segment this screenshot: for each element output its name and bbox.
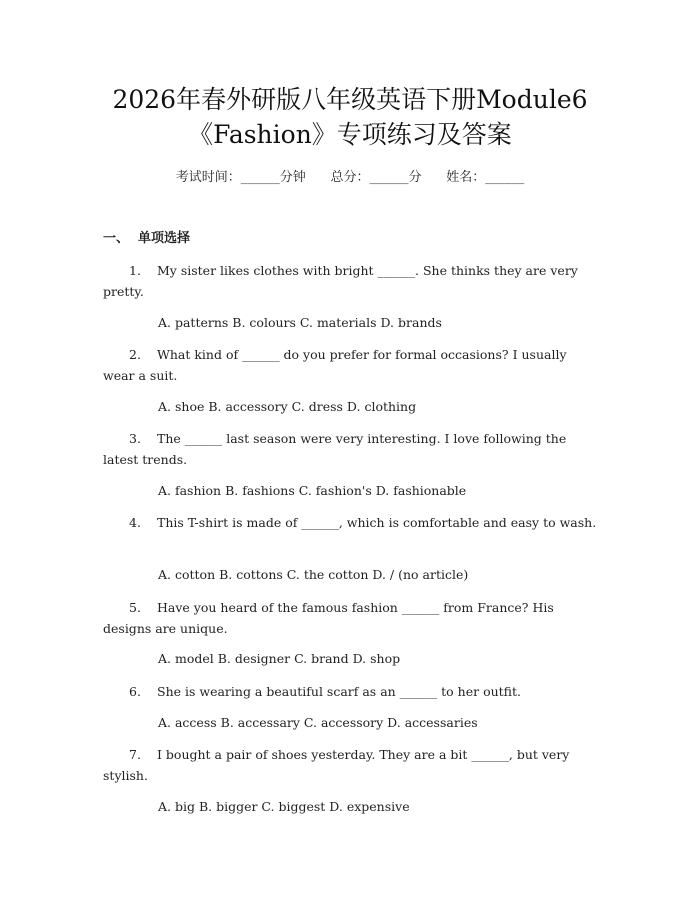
question-number: 4. [129, 515, 141, 530]
question-6 [103, 681, 598, 702]
question-5 [103, 597, 598, 639]
question-3-options: A. fashion B. fashions C. fashion's D. fashionable [158, 483, 467, 498]
question-text: My sister likes clothes with bright ______. She thinks they are very pretty. [103, 263, 578, 299]
document-title-line-2: 《Fashion》专项练习及答案 [188, 120, 512, 149]
question-text: She is wearing a beautiful scarf as an ______ to her outfit. [157, 684, 522, 699]
question-number: 3. [129, 431, 141, 446]
question-text: What kind of ______ do you prefer for formal occasions? I usually wear a suit. [103, 347, 567, 383]
question-3 [103, 428, 598, 470]
question-1 [103, 260, 598, 302]
question-7-options: A. big B. bigger C. biggest D. expensive [158, 799, 410, 814]
question-2 [103, 344, 598, 386]
section-heading: 一、 单项选择 [103, 231, 191, 246]
question-number: 1. [129, 263, 141, 278]
question-5-options: A. model B. designer C. brand D. shop [158, 651, 401, 666]
question-number: 2. [129, 347, 141, 362]
question-4 [103, 512, 598, 533]
question-2-options: A. shoe B. accessory C. dress D. clothing [158, 399, 417, 414]
exam-info: 考试时间：______分钟 总分：______分 姓名：______ [175, 170, 525, 185]
question-text: This T-shirt is made of ______, which is comfortable and easy to wash. [157, 515, 597, 530]
question-4-options: A. cotton B. cottons C. the cotton D. / (no article) [158, 567, 469, 582]
question-7 [103, 744, 598, 786]
question-1-options: A. patterns B. colours C. materials D. brands [158, 315, 442, 330]
question-number: 7. [129, 747, 141, 762]
question-text: The ______ last season were very interesting. I love following the latest trends. [103, 431, 567, 467]
question-6-options: A. access B. accessary C. accessory D. accessaries [158, 715, 478, 730]
question-number: 6. [129, 684, 141, 699]
document-title-line-1: 2026年春外研版八年级英语下册Module6 [112, 85, 588, 114]
question-text: Have you heard of the famous fashion ______ from France? His designs are unique. [103, 600, 554, 636]
question-number: 5. [129, 600, 141, 615]
question-text: I bought a pair of shoes yesterday. They are a bit ______, but very stylish. [103, 747, 570, 783]
